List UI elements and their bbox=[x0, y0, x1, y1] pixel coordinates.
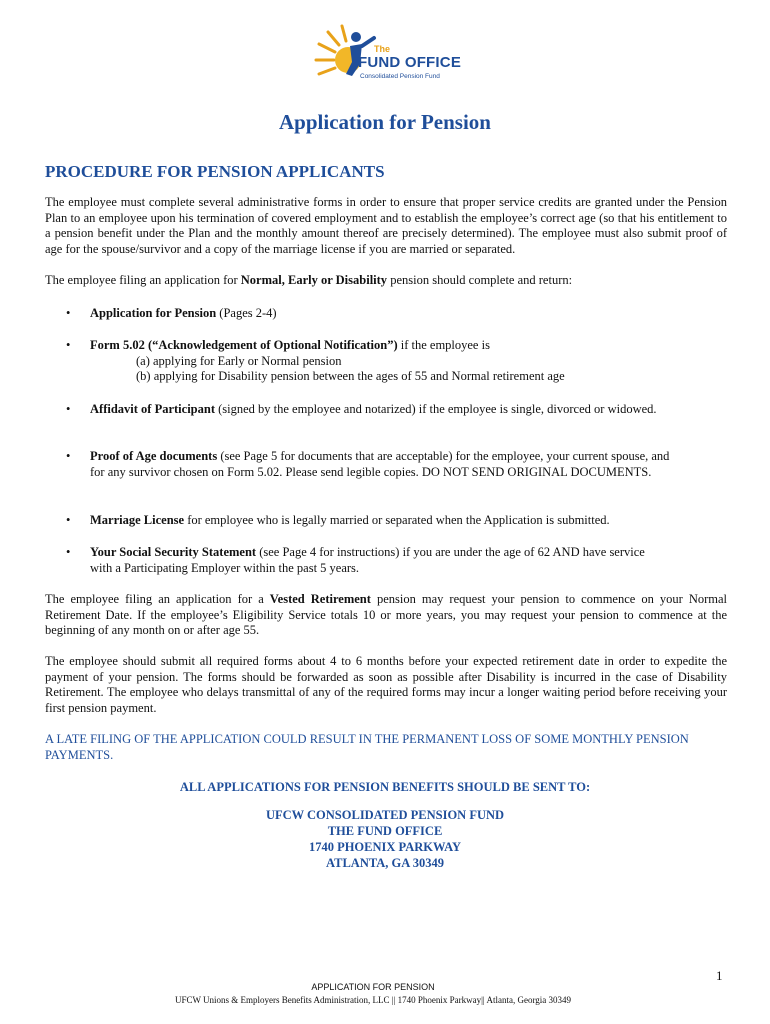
page-number: 1 bbox=[716, 968, 723, 983]
page-title: Application for Pension bbox=[279, 110, 491, 134]
intro-paragraph: The employee must complete several administrative forms in order to ensure that proper service credits are granted under the Pension Plan to an employee upon his termination of covered employment and to establish the employee’s correct age (so that his entitlement to a pension benefit under the Plan and the monthly amount thereof are precisely determined). The employee must also submit proof of age for the spouse/survivor and a copy of the marriage license if you are married or separated. bbox=[45, 195, 727, 256]
logo-main-text: FUND OFFICE bbox=[358, 54, 462, 71]
send-to-heading: ALL APPLICATIONS FOR PENSION BENEFITS SHOULD BE SENT TO: bbox=[179, 780, 591, 794]
address-line: 1740 PHOENIX PARKWAY bbox=[308, 840, 462, 854]
mailing-address bbox=[0, 807, 770, 871]
address-line: THE FUND OFFICE bbox=[327, 824, 443, 838]
late-filing-notice: A LATE FILING OF THE APPLICATION COULD RESULT IN THE PERMANENT LOSS OF SOME MONTHLY PENSION PAYMENTS. bbox=[45, 732, 689, 762]
filing-paragraph: The employee filing an application for Normal, Early or Disability pension should complete and return: bbox=[45, 273, 573, 287]
vested-paragraph: The employee filing an application for a Vested Retirement pension may request your pension to commence on your Normal Retirement Date. If the employee’s Eligibility Service totals 10 or more years, you may request your pension to commence at the beginning of any month on or after age 55. bbox=[45, 592, 727, 637]
logo-the-text: The bbox=[374, 44, 391, 54]
section-heading: PROCEDURE FOR PENSION APPLICANTS bbox=[45, 162, 385, 181]
address-line: ATLANTA, GA 30349 bbox=[326, 856, 444, 870]
footer-address: UFCW Unions & Employers Benefits Administration, LLC || 1740 Phoenix Parkway|| Atlanta, Georgia 30349 bbox=[174, 995, 572, 1005]
logo-sub-text: Consolidated Pension Fund bbox=[360, 73, 440, 80]
timing-paragraph: The employee should submit all required forms about 4 to 6 months before your expected retirement date in order to expedite the payment of your pension. The forms should be forwarded as soon as possible after Disability is incurred in the case of Disability Retirement. The employee who delays transmittal of any of the required forms may incur a longer waiting period before receiving your first pension payment. bbox=[45, 654, 727, 715]
footer-title: APPLICATION FOR PENSION bbox=[311, 982, 435, 992]
address-line: UFCW CONSOLIDATED PENSION FUND bbox=[265, 808, 505, 822]
